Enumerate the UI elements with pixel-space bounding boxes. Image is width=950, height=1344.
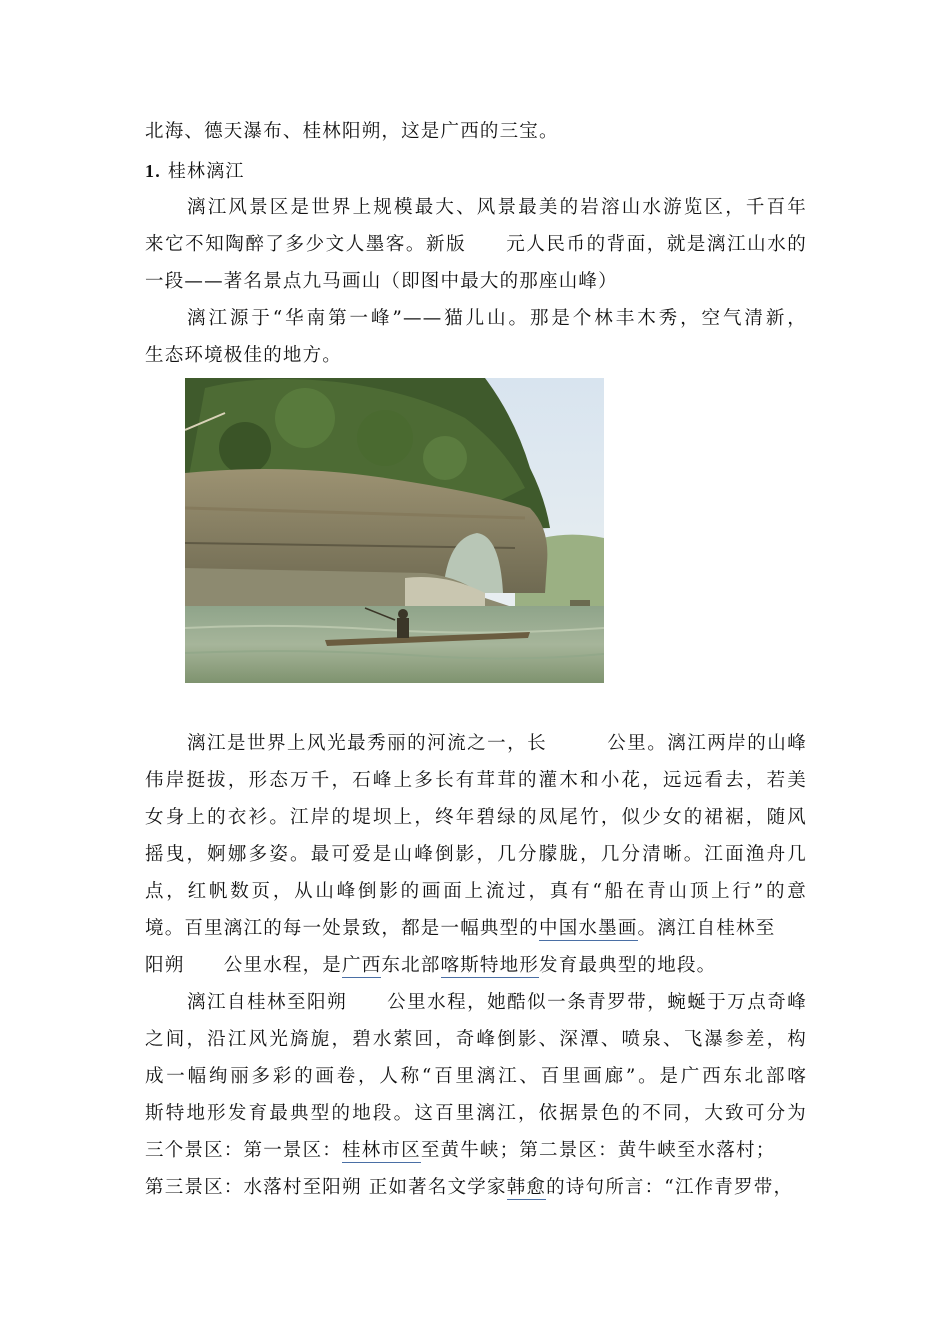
text-span: 境。百里漓江的每一处景致，都是一幅典型的: [145, 918, 540, 939]
section-number: 1.: [145, 161, 161, 181]
li-river-photo: [185, 378, 604, 683]
paragraph-4-line-4: 斯特地形发育最典型的地段。这百里漓江，依据景色的不同，大致可分为: [145, 1103, 807, 1124]
paragraph-1-line-3: 一段——著名景点九马画山（即图中最大的那座山峰）: [145, 271, 618, 292]
paragraph-3-line-6: [145, 917, 807, 941]
paragraph-1-line-2: 来它不知陶醉了多少文人墨客。新版 元人民币的背面，就是漓江山水的: [145, 234, 807, 255]
link-guangxi[interactable]: 广西: [342, 955, 382, 976]
li-river-illustration: [185, 378, 604, 683]
text-span: 阳朔 公里水程，是: [145, 955, 343, 976]
link-han-yu[interactable]: 韩愈: [506, 1177, 547, 1198]
link-chinese-ink-painting[interactable]: 中国水墨画: [539, 918, 638, 939]
text-span: 的诗句所言：“江作青罗带，: [546, 1177, 794, 1198]
section-title: 桂林漓江: [167, 161, 245, 182]
paragraph-3-line-1: 漓江是世界上风光最秀丽的河流之一，长 公里。漓江两岸的山峰: [187, 733, 807, 754]
section-heading: [145, 159, 807, 184]
text-span: 第三景区：水落村至阳朔 正如著名文学家: [145, 1177, 507, 1198]
intro-line: 北海、德天瀑布、桂林阳朔，这是广西的三宝。: [145, 121, 559, 142]
paragraph-2-line-2: 生态环境极佳的地方。: [145, 345, 343, 366]
paragraph-4-line-6: [145, 1176, 807, 1200]
paragraph-3-line-4: 摇曳，婀娜多姿。最可爱是山峰倒影，几分朦胧，几分清晰。江面渔舟几: [145, 844, 807, 865]
paragraph-3-line-7: [145, 954, 807, 978]
paragraph-4-line-1: 漓江自桂林至阳朔 公里水程，她酷似一条青罗带，蜿蜒于万点奇峰: [187, 992, 807, 1013]
paragraph-3-line-5: 点，红帆数页，从山峰倒影的画面上流过，真有“船在青山顶上行”的意: [145, 881, 807, 902]
paragraph-2-line-1: 漓江源于“华南第一峰”——猫儿山。那是个林丰木秀，空气清新，: [187, 308, 807, 329]
paragraph-4-line-3: 成一幅绚丽多彩的画卷，人称“百里漓江、百里画廊”。是广西东北部喀: [145, 1066, 807, 1087]
paragraph-4-line-5: [145, 1139, 807, 1163]
link-guilin-city[interactable]: 桂林市区: [342, 1140, 421, 1161]
text-span: 三个景区：第一景区：: [145, 1140, 343, 1161]
paragraph-1-line-1: 漓江风景区是世界上规模最大、风景最美的岩溶山水游览区，千百年: [187, 197, 807, 218]
paragraph-4-line-2: 之间，沿江风光旖旎，碧水萦回，奇峰倒影、深潭、喷泉、飞瀑参差，构: [145, 1029, 807, 1050]
text-span: 。漓江自桂林至: [637, 918, 776, 939]
link-karst-landform[interactable]: 喀斯特地形: [440, 955, 540, 976]
text-span: 东北部: [381, 955, 441, 976]
paragraph-3-line-3: 女身上的衣衫。江岸的堤坝上，终年碧绿的凤尾竹，似少女的裙裾，随风: [145, 807, 807, 828]
text-span: 至黄牛峡；第二景区：黄牛峡至水落村；: [420, 1140, 776, 1161]
text-span: 发育最典型的地段。: [539, 955, 717, 976]
paragraph-3-line-2: 伟岸挺拔，形态万千，石峰上多长有茸茸的灌木和小花，远远看去，若美: [145, 770, 807, 791]
